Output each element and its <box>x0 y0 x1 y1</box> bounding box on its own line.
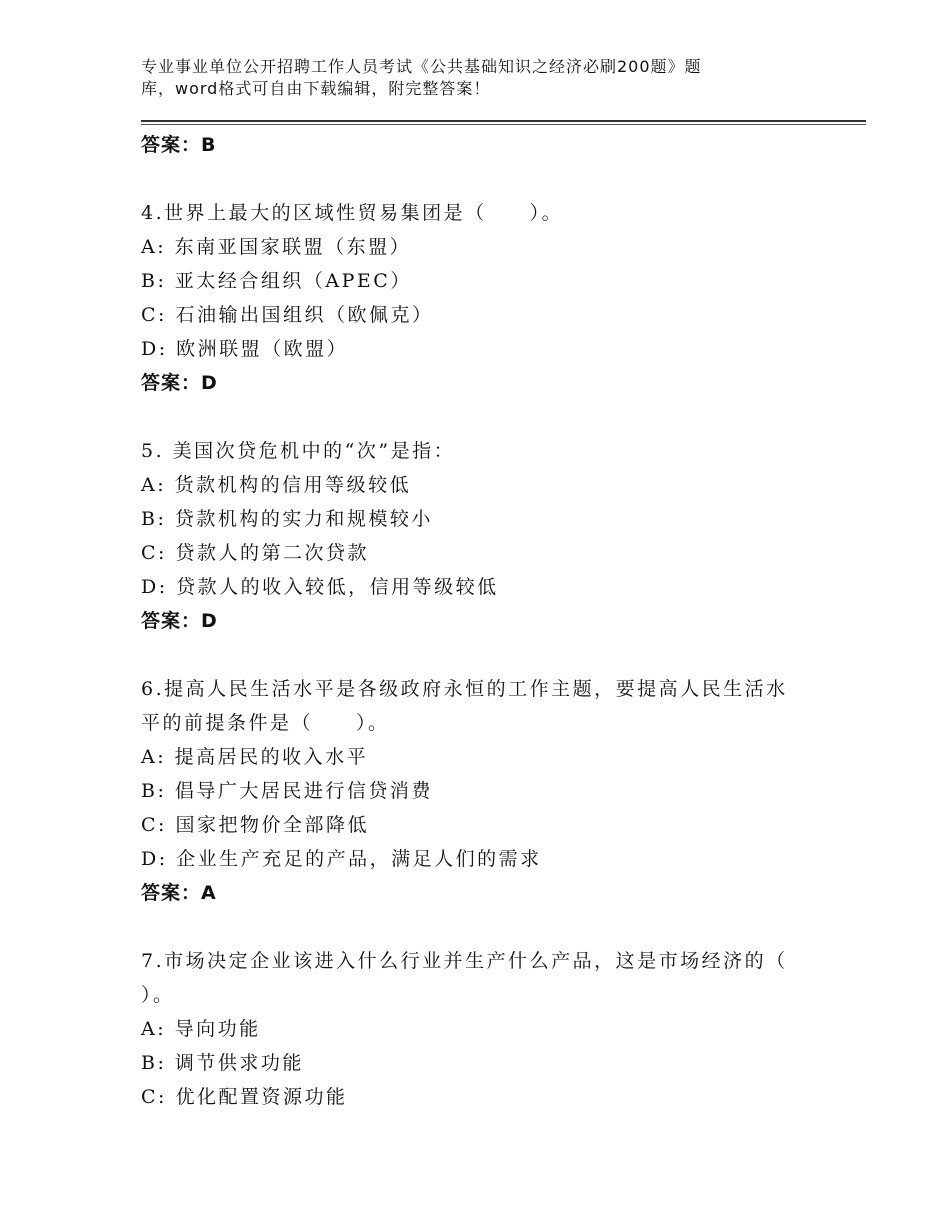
question-stem: 5. 美国次贷危机中的“次”是指： <box>141 440 456 462</box>
option-a: A: 提高居民的收入水平 <box>141 746 369 768</box>
header-line-1: 专业事业单位公开招聘工作人员考试《公共基础知识之经济必刷200题》题 <box>141 57 702 76</box>
question-6 <box>141 672 841 910</box>
option-b: B: 亚太经合组织（APEC） <box>141 270 412 292</box>
question-stem-line-1: 6.提高人民生活水平是各级政府永恒的工作主题，要提高人民生活水 <box>141 678 788 700</box>
option-c: C: 国家把物价全部降低 <box>141 814 369 836</box>
document-header <box>141 56 781 100</box>
question-5 <box>141 434 841 638</box>
option-c: C: 优化配置资源功能 <box>141 1086 348 1108</box>
question-4 <box>141 196 841 400</box>
option-d: D: 欧洲联盟（欧盟） <box>141 338 349 360</box>
spacer <box>141 162 841 196</box>
question-stem-line-1: 7.市场决定企业该进入什么行业并生产什么产品，这是市场经济的（ <box>141 950 788 972</box>
question-stem-line-2: ）。 <box>141 984 175 1006</box>
option-a: A: 导向功能 <box>141 1018 261 1040</box>
spacer <box>141 638 841 672</box>
option-b: B: 倡导广大居民进行信贷消费 <box>141 780 433 802</box>
question-7 <box>141 944 841 1114</box>
header-rule-thick <box>141 120 866 122</box>
answer: 答案：A <box>141 882 217 904</box>
document-body <box>141 128 841 1114</box>
header-line-2: 库，word格式可自由下载编辑，附完整答案！ <box>141 79 491 98</box>
option-c: C: 贷款人的第二次贷款 <box>141 542 369 564</box>
answer: 答案：D <box>141 610 218 632</box>
question-stem-line-2: 平的前提条件是（ ）。 <box>141 712 390 734</box>
header-rule-thin <box>141 124 866 125</box>
option-b: B: 贷款机构的实力和规模较小 <box>141 508 433 530</box>
option-b: B: 调节供求功能 <box>141 1052 304 1074</box>
question-stem: 4.世界上最大的区域性贸易集团是（ ）。 <box>141 202 564 224</box>
option-a: A: 东南亚国家联盟（东盟） <box>141 236 412 258</box>
previous-answer: 答案：B <box>141 134 217 156</box>
spacer <box>141 910 841 944</box>
option-d: D: 企业生产充足的产品，满足人们的需求 <box>141 848 542 870</box>
option-a: A: 货款机构的信用等级较低 <box>141 474 412 496</box>
answer: 答案：D <box>141 372 218 394</box>
spacer <box>141 400 841 434</box>
option-c: C: 石油输出国组织（欧佩克） <box>141 304 434 326</box>
option-d: D: 贷款人的收入较低，信用等级较低 <box>141 576 499 598</box>
